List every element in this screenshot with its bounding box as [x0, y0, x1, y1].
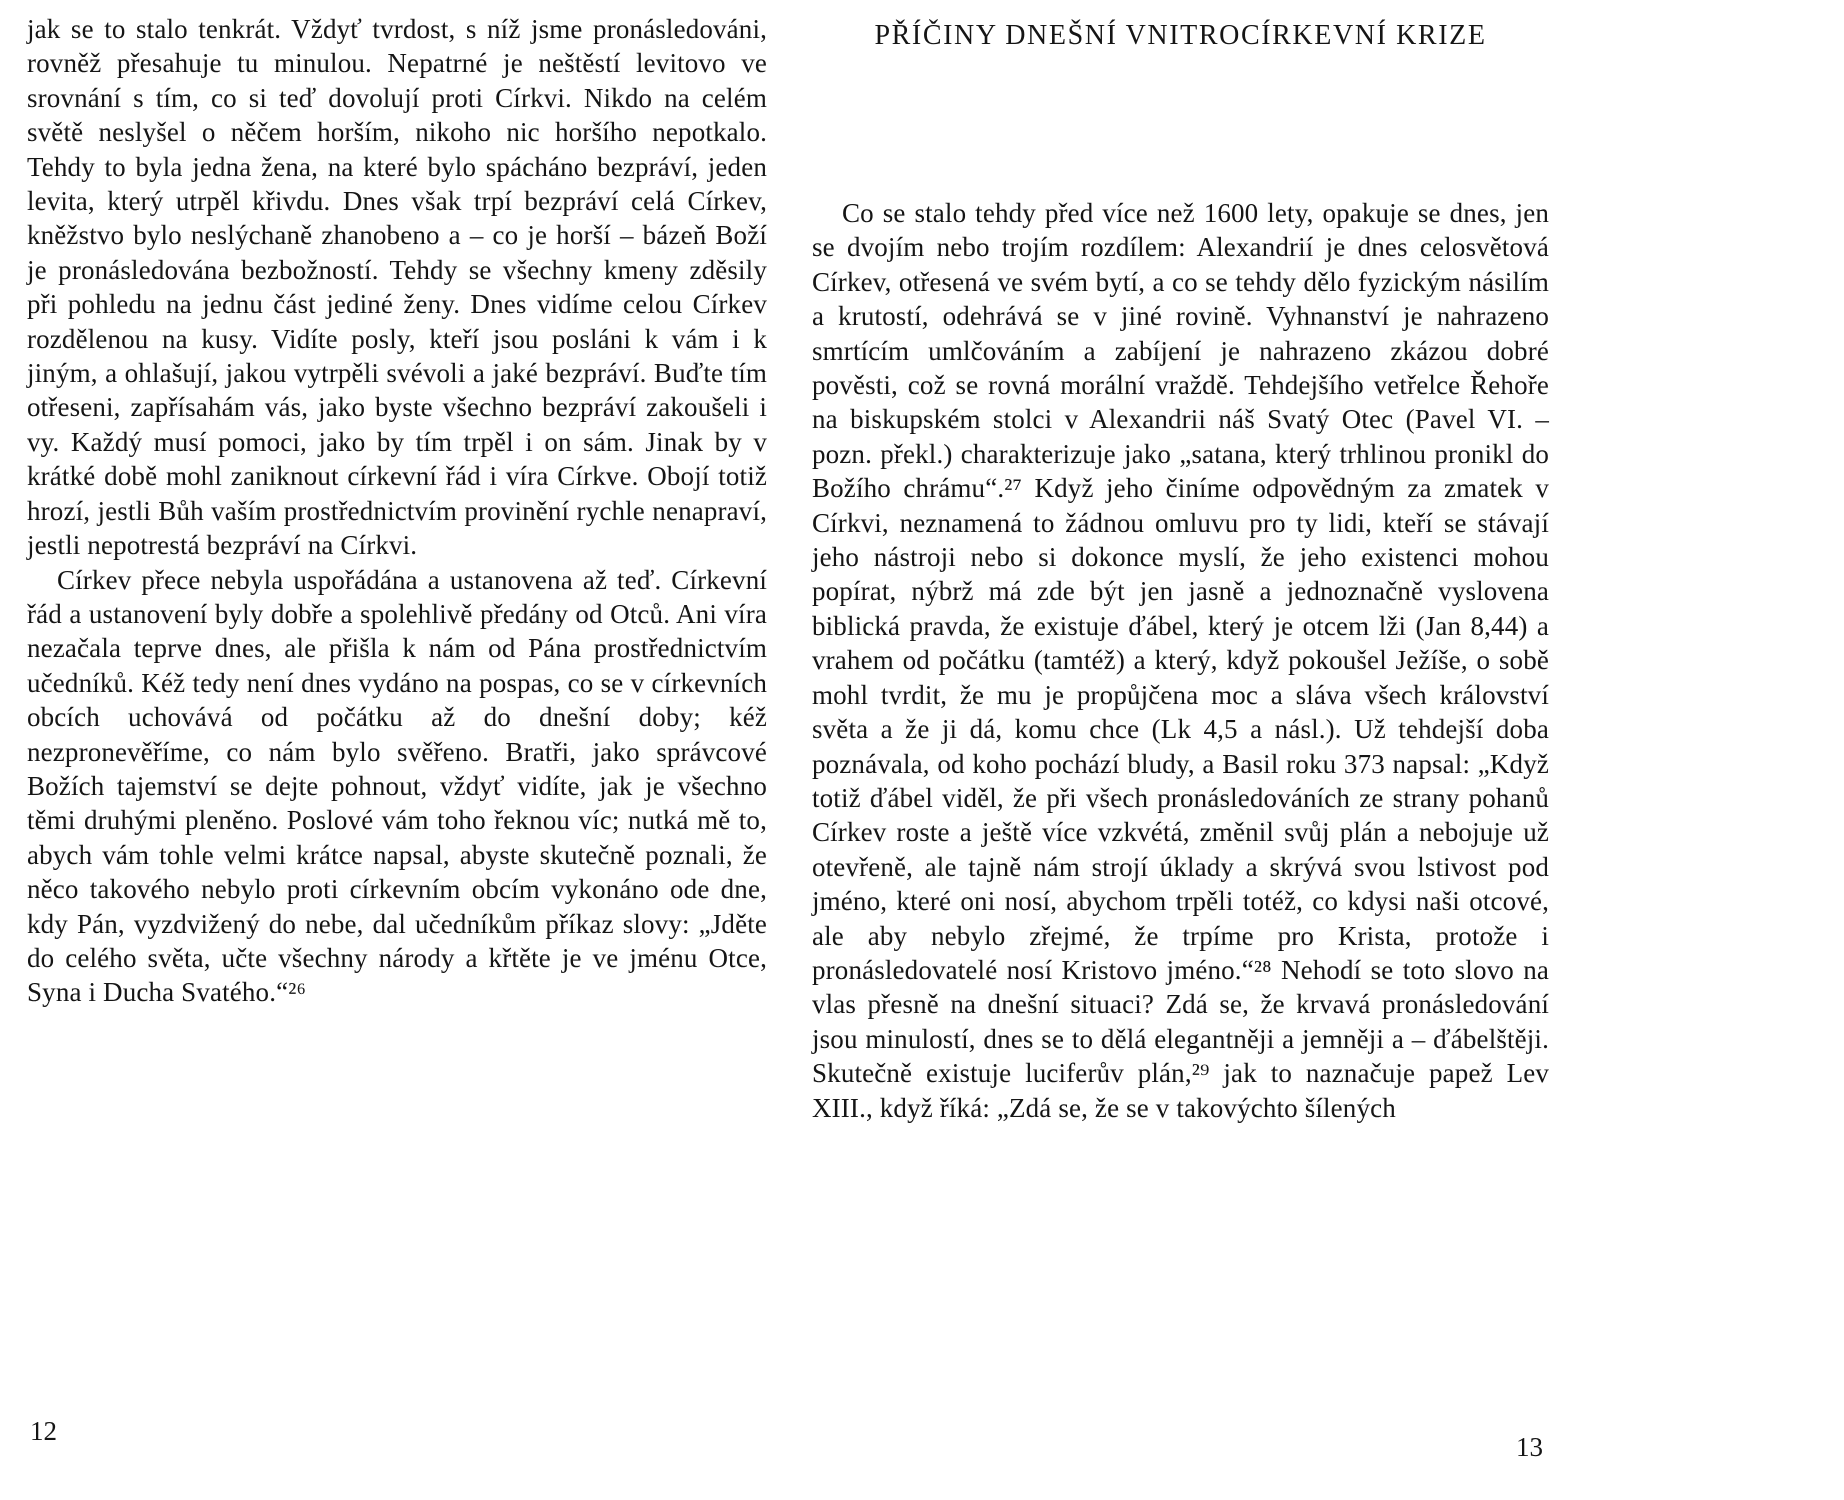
- right-page: [812, 0, 1549, 1125]
- right-page-paragraph-1: Co se stalo tehdy před více než 1600 lety, opakuje se dnes, jen se dvojím nebo trojím rozdílem: Alexandrií je dnes celosvětová Církev, otřesená ve svém bytí, a co se tehdy dělo fyzickým násilím a krutostí, odehrává se v jiné rovině. Vyhnanství je nahrazeno smrtícím umlčováním a zabíjení je nahrazeno zkázou dobré pověsti, což se rovná morální vraždě. Tehdejšího vetřelce Řehoře na biskupském stolci v Alexandrii náš Svatý Otec (Pavel VI. – pozn. překl.) charakterizuje jako „satana, který trhlinou pronikl do Božího chrámu“.²⁷ Když jeho činíme odpovědným za zmatek v Církvi, neznamená to žádnou omluvu pro ty lidi, kteří se stávají jeho nástroji nebo si dokonce myslí, že jeho existenci mohou popírat, nýbrž má zde být jen jasně a jednoznačně vyslovena biblická pravda, že existuje ďábel, který je otcem lži (Jan 8,44) a vrahem od počátku (tamtéž) a který, když pokoušel Ježíše, o sobě mohl tvrdit, že mu je propůjčena moc a sláva všech království světa a že ji dá, komu chce (Lk 4,5 a násl.). Už tehdejší doba poznávala, od koho pochází bludy, a Basil roku 373 napsal: „Když totiž ďábel viděl, že při všech pronásledováních ze strany pohanů Církev roste a ještě více vzkvétá, změnil svůj plán a nebojuje už otevřeně, ale tajně nám strojí úklady a skrývá svou lstivost pod jméno, které oni nosí, abychom trpěli totéž, co kdysi naši otcové, ale aby nebylo zřejmé, že trpíme pro Krista, protože i pronásledovatelé nosí Kristovo jméno.“²⁸ Nehodí se toto slovo na vlas přesně na dnešní situaci? Zdá se, že krvavá pronásledování jsou minulostí, dnes se to dělá elegantněji a jemněji a – ďábelštěji. Skutečně existuje luciferův plán,²⁹ jak to naznačuje papež Lev XIII., když říká: „Zdá se, že se v takovýchto šílených: [812, 198, 1549, 1123]
- left-page-paragraph-2: Církev přece nebyla uspořádána a ustanovena až teď. Církevní řád a ustanovení byly dobře a spolehlivě předány od Otců. Ani víra nezačala teprve dnes, ale přišla k nám od Pána prostřednictvím učedníků. Kéž tedy není dnes vydáno na pospas, co se v církevních obcích uchovává od počátku až do dnešní doby; kéž nezpronevěříme, co nám bylo svěřeno. Bratři, jako správcové Božích tajemství se dejte pohnout, vždyť vidíte, jak je všechno těmi druhými pleněno. Poslové vám toho řeknou víc; nutká mě to, abych vám tohle velmi krátce napsal, abyste skutečně poznali, že něco takového nebylo proti církevním obcím vykonáno ode dne, kdy Pán, vyzdvižený do nebe, dal učedníkům příkaz slovy: „Jděte do celého světa, učte všechny národy a křtěte je ve jménu Otce, Syna i Ducha Svatého.“²⁶: [27, 564, 767, 1008]
- left-page-paragraph-1: jak se to stalo tenkrát. Vždyť tvrdost, s níž jsme pronásledováni, rovněž přesahuje tu minulou. Nepatrné je neštěstí levitovo ve srovnání s tím, co si teď dovolují proti Církvi. Nikdo na celém světě neslyšel o něčem horším, nikoho nic horšího nepotkalo. Tehdy to byla jedna žena, na které bylo spácháno bezpráví, jeden levita, který utrpěl křivdu. Dnes však trpí bezpráví celá Církev, kněžstvo bylo neslýchaně zhanobeno a – co je horší – bázeň Boží je pronásledována bezbožností. Tehdy se všechny kmeny zděsily při pohledu na jednu část jediné ženy. Dnes vidíme celou Církev rozdělenou na kusy. Vidíte posly, kteří jsou posláni k vám i k jiným, a ohlašují, jakou vytrpěli svévoli a jaké bezpráví. Buďte tím otřeseni, zapřísahám vás, jako byste všechno bezpráví zakoušeli i vy. Každý musí pomoci, jako by tím trpěl i on sám. Jinak by v krátké době mohl zaniknout církevní řád i víra Církve. Obojí totiž hrozí, jestli Bůh vaším prostřednictvím provinění rychle nenapraví, jestli nepotrestá bezpráví na Církvi.: [27, 14, 767, 561]
- chapter-title: PŘÍČINY DNEŠNÍ VNITROCÍRKEVNÍ KRIZE: [874, 20, 1487, 51]
- left-page: [27, 0, 767, 1010]
- page-number-right: 13: [1516, 1432, 1543, 1462]
- page-number-left: 12: [30, 1416, 57, 1446]
